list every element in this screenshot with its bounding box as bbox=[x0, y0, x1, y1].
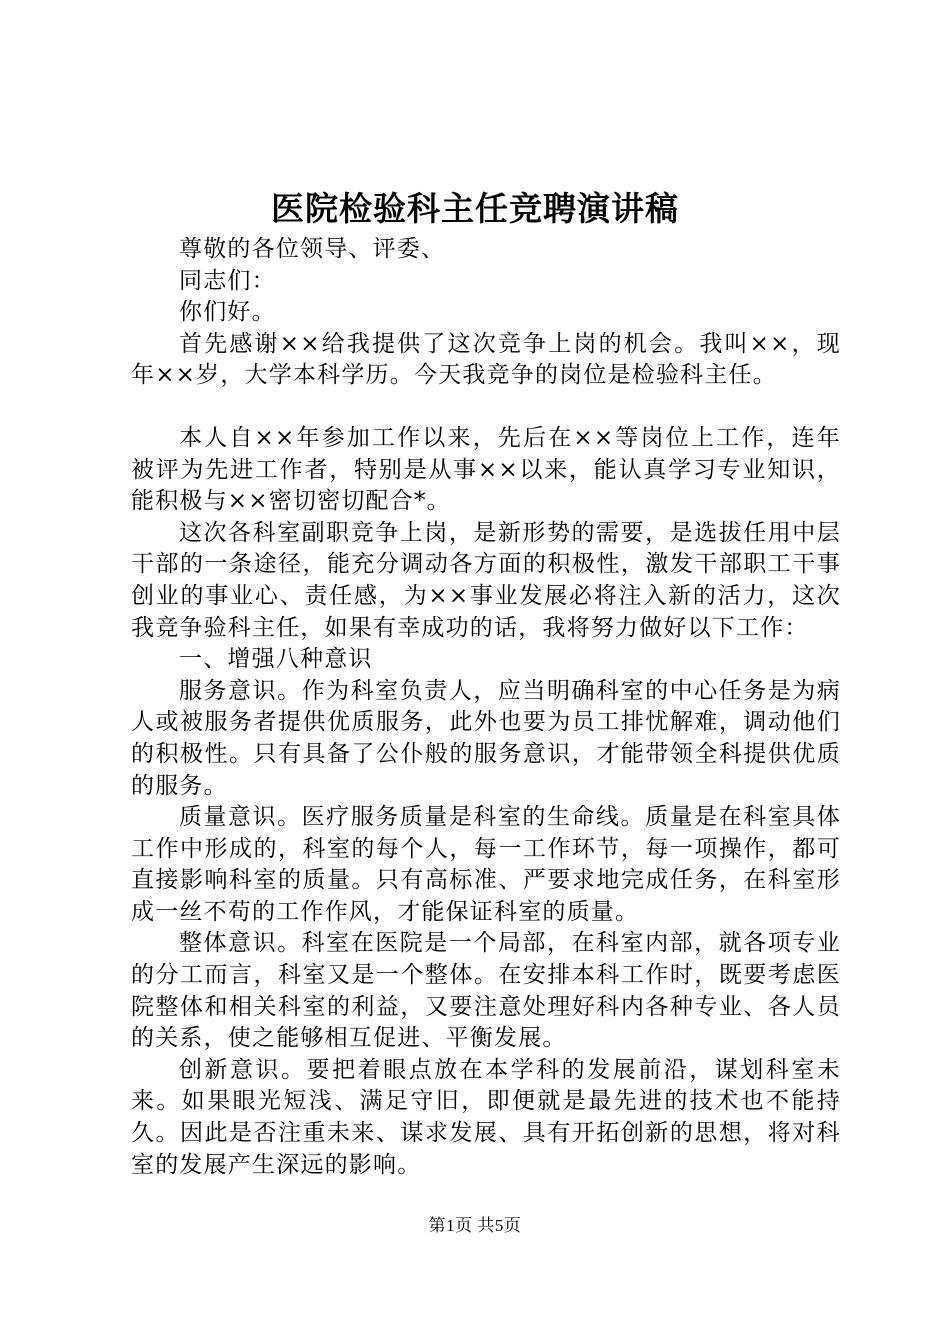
paragraph-quality-awareness: 质量意识。医疗服务质量是科室的生命线。质量是在科室具体工作中形成的，科室的每个人，每一工作环节，每一项操作，都可直接影响科室的质量。只有高标准、严要求地完成任务，在科室形成一丝不苟的工作作风，才能保证科室的质量。 bbox=[131, 804, 841, 925]
paragraph-overall-awareness: 整体意识。科室在医院是一个局部，在科室内部，就各项专业的分工而言，科室又是一个整体。在安排本科工作时，既要考虑医院整体和相关科室的利益，又要注意处理好科内各种专业、各人员的关系，使之能够相互促进、平衡发展。 bbox=[131, 930, 841, 1052]
paragraph-work-history: 本人自××年参加工作以来，先后在××等岗位上工作，连年被评为先进工作者，特别是从事××以来，能认真学习专业知识，能积极与××密切密切配合*。 bbox=[131, 424, 841, 515]
section-heading: 一、增强八种意识 bbox=[179, 646, 373, 673]
paragraph-competition: 这次各科室副职竞争上岗，是新形势的需要，是选拔任用中层干部的一条途径，能充分调动各方面的积极性，激发干部职工干事创业的事业心、责任感，为××事业发展必将注入新的活力，这次我竞争验科主任，如果有幸成功的话，我将努力做好以下工作： bbox=[131, 519, 841, 641]
paragraph-greeting: 你们好。 bbox=[179, 299, 276, 326]
paragraph-salutation-1: 尊敬的各位领导、评委、 bbox=[179, 236, 446, 262]
paragraph-salutation-2: 同志们： bbox=[179, 267, 276, 294]
paragraph-introduction: 首先感谢××给我提供了这次竞争上岗的机会。我叫××，现年××岁，大学本科学历。今天我竞争的岗位是检验科主任。 bbox=[131, 330, 841, 389]
paragraph-innovation-awareness: 创新意识。要把着眼点放在本学科的发展前沿，谋划科室未来。如果眼光短浅、满足守旧，即便就是最先进的技术也不能持久。因此是否注重未来、谋求发展、具有开拓创新的思想，将对科室的发展产生深远的影响。 bbox=[131, 1056, 841, 1178]
paragraph-spacer bbox=[131, 392, 841, 423]
paragraph-service-awareness: 服务意识。作为科室负责人，应当明确科室的中心任务是为病人或被服务者提供优质服务，此外也要为员工排忧解难，调动他们的积极性。只有具备了公仆般的服务意识，才能带领全科提供优质的服务。 bbox=[131, 677, 841, 799]
page-number-footer: 第1页 共5页 bbox=[428, 1216, 522, 1235]
document-title: 医院检验科主任竞聘演讲稿 bbox=[271, 189, 679, 228]
document-body bbox=[131, 234, 841, 1181]
